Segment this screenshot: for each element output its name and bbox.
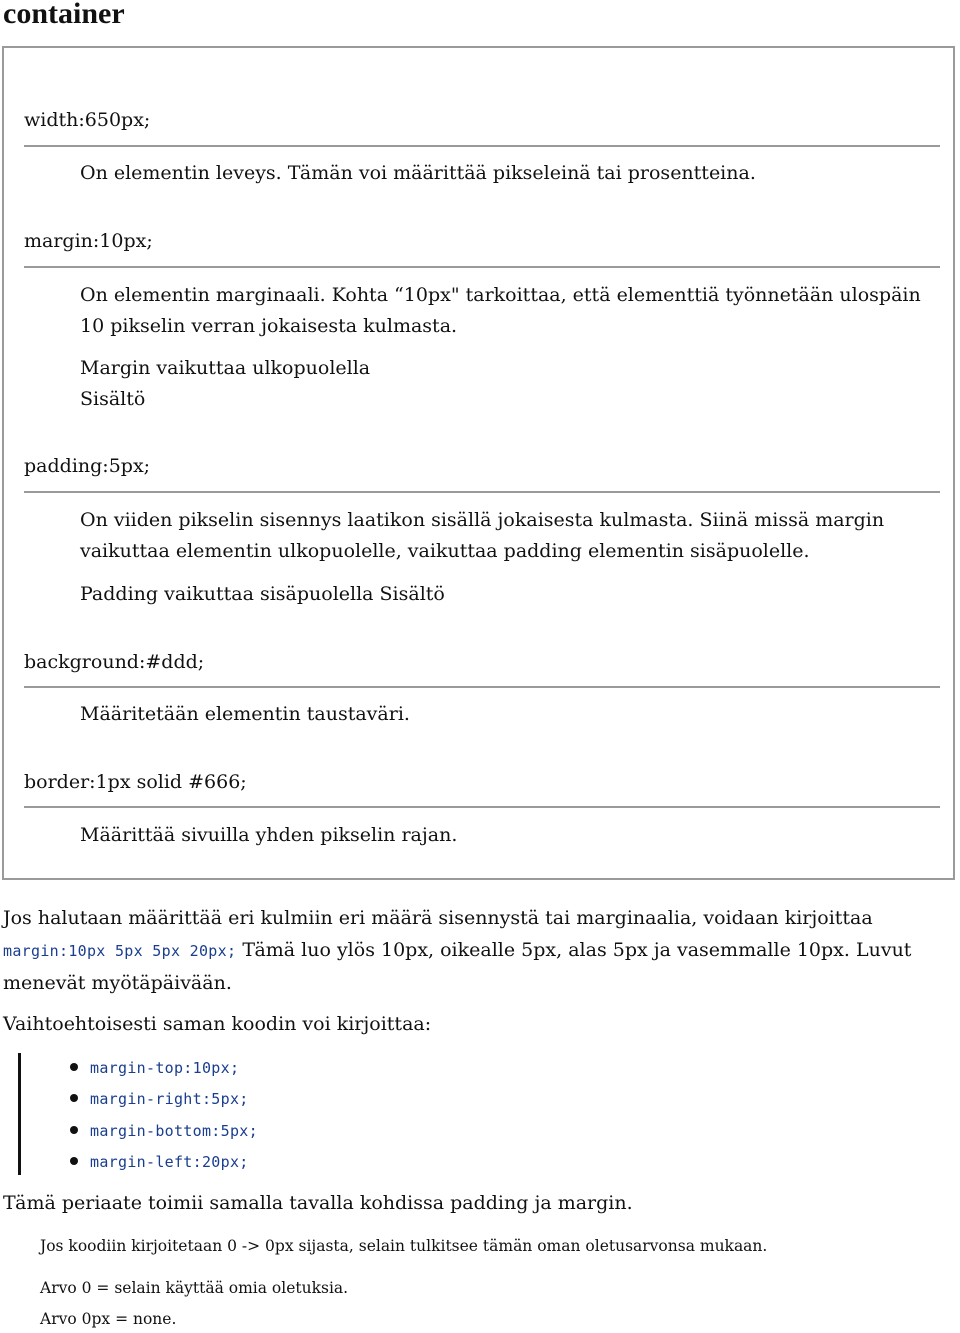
property-desc-background: Määritetään elementin taustaväri. (80, 703, 410, 725)
divider (24, 491, 940, 493)
property-name-background: background:#ddd; (24, 651, 205, 673)
note-zero-default: Jos koodiin kirjoitetaan 0 -> 0px sijasta, selain tulkitsee tämän oman oletusarvonsa mukaan. (40, 1237, 768, 1255)
note-zero-px: Arvo 0px = none. (40, 1310, 177, 1328)
list-item: margin-top:10px; (70, 1052, 258, 1083)
margin-shorthand-code: margin:10px 5px 5px 20px; (3, 942, 237, 960)
property-desc-border: Määrittää sivuilla yhden pikselin rajan. (80, 824, 458, 846)
property-box (2, 46, 955, 880)
property-desc-margin: On elementin marginaali. Kohta “10px" tarkoittaa, että elementtiä työnnetään ulospäin 10 pikselin verran jokaisesta kulmasta. (80, 284, 921, 337)
property-name-width: width:650px; (24, 109, 151, 131)
property-name-margin: margin:10px; (24, 230, 153, 252)
margin-example-line2: Sisältö (80, 388, 146, 410)
list-item: margin-right:5px; (70, 1083, 258, 1114)
divider (24, 145, 940, 147)
property-name-padding: padding:5px; (24, 455, 151, 477)
divider (24, 686, 940, 688)
property-desc-width: On elementin leveys. Tämän voi määrittää pikseleinä tai prosentteina. (80, 162, 756, 184)
divider (24, 266, 940, 268)
note-zero-value: Arvo 0 = selain käyttää omia oletuksia. (40, 1279, 349, 1297)
blockquote-bar (18, 1053, 21, 1175)
property-name-border: border:1px solid #666; (24, 771, 247, 793)
list-item: margin-left:20px; (70, 1146, 258, 1177)
alternative-text: Vaihtoehtoisesti saman koodin voi kirjoittaa: (3, 1013, 432, 1035)
code-list (70, 1052, 258, 1177)
list-item: margin-bottom:5px; (70, 1115, 258, 1146)
divider (24, 806, 940, 808)
property-desc-padding: On viiden pikselin sisennys laatikon sisällä jokaisesta kulmasta. Siinä missä margin vaikuttaa elementin ulkopuolelle, vaikuttaa padding elementin sisäpuolelle. (80, 509, 885, 562)
explanation-paragraph (3, 902, 958, 999)
padding-example: Padding vaikuttaa sisäpuolella Sisältö (80, 583, 445, 605)
same-principle-text: Tämä periaate toimii samalla tavalla kohdissa padding ja margin. (3, 1192, 633, 1214)
explanation-intro: Jos halutaan määrittää eri kulmiin eri määrä sisennystä tai marginaalia, voidaan kirjoittaa (3, 907, 873, 929)
page-title: container (3, 0, 125, 30)
explanation-rest: Tämä luo ylös 10px, oikealle 5px, alas 5px ja vasemmalle 10px. Luvut menevät myötäpäivään. (3, 939, 912, 994)
margin-example-line1: Margin vaikuttaa ulkopuolella (80, 357, 371, 379)
